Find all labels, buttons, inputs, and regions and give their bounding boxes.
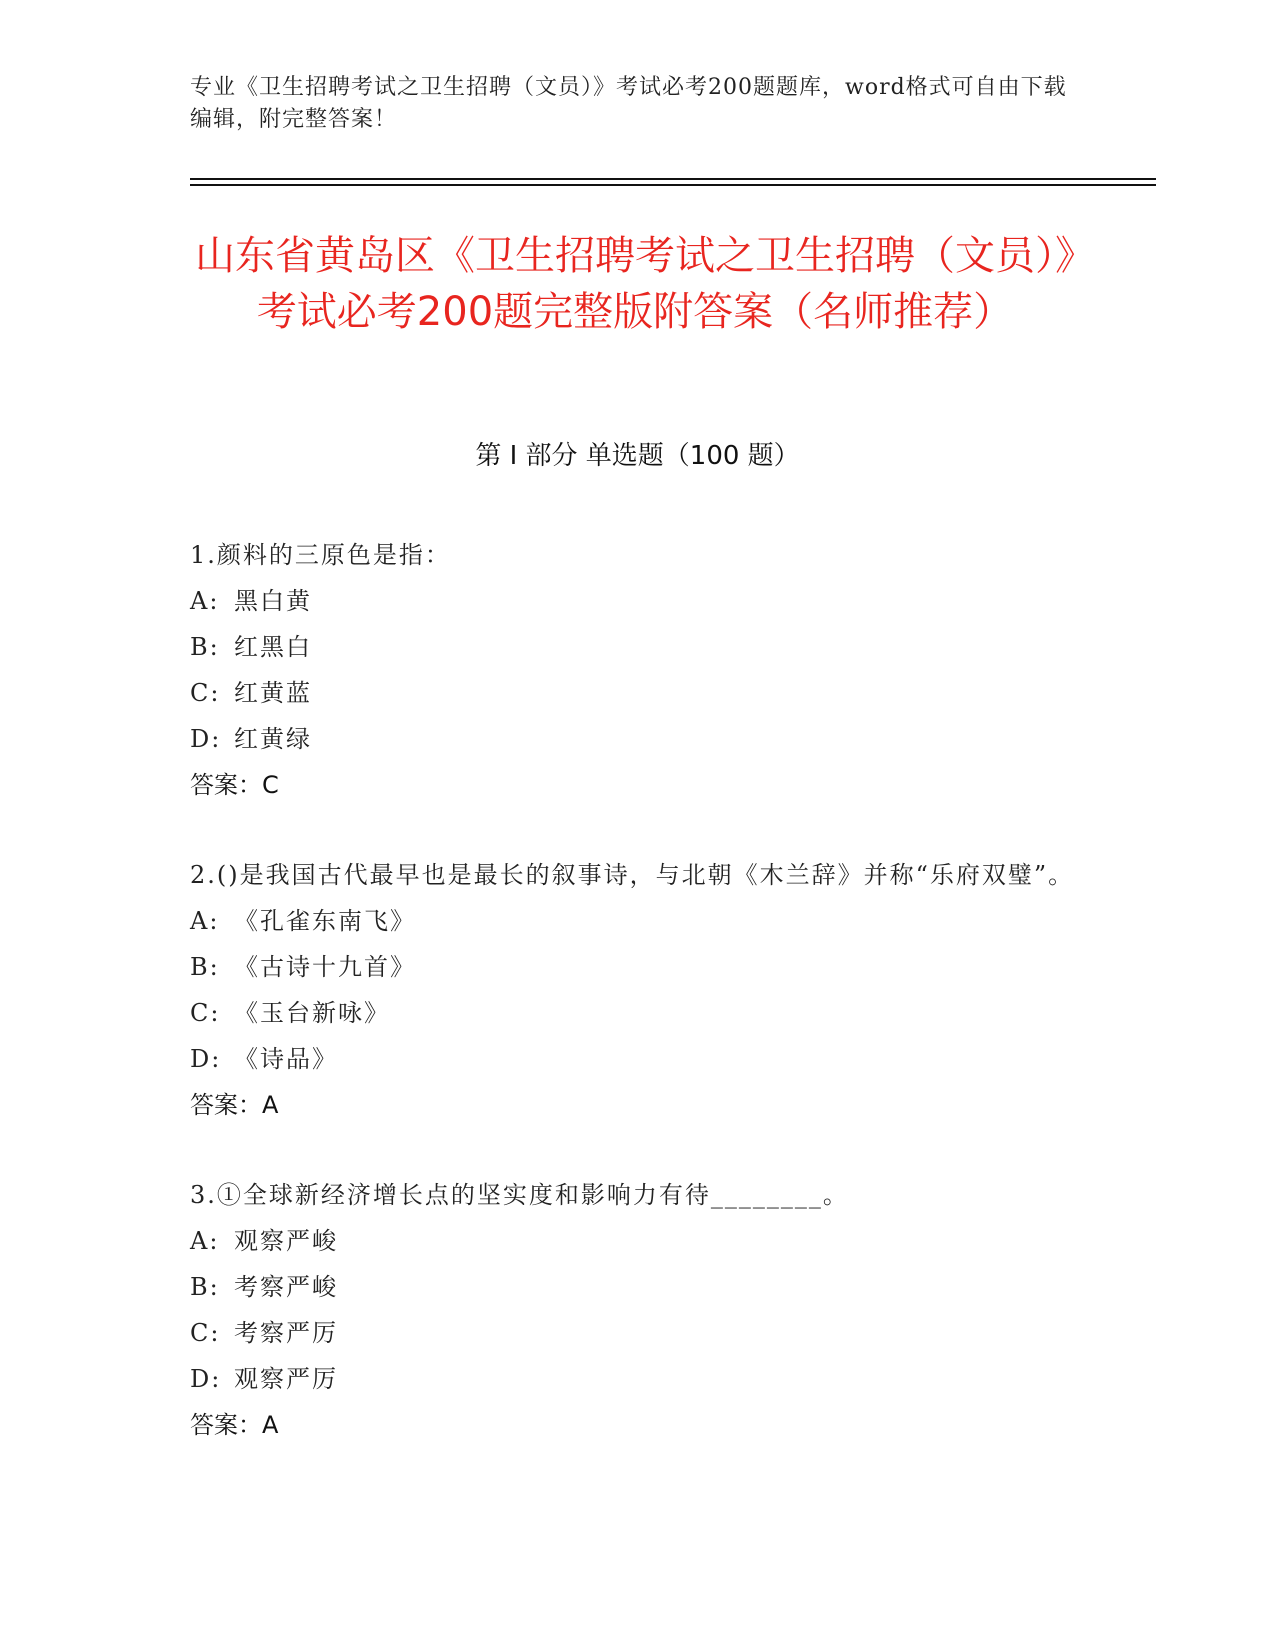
option-text: 考察严厉 xyxy=(234,1319,338,1347)
option-text: 红黄蓝 xyxy=(234,679,312,707)
option-b xyxy=(190,1264,1080,1310)
option-key: B: xyxy=(190,953,220,981)
option-text: 观察严峻 xyxy=(234,1227,338,1255)
option-b xyxy=(190,624,1080,670)
option-d xyxy=(190,1036,1080,1082)
question-2 xyxy=(190,852,1080,1128)
option-key: B: xyxy=(190,633,220,661)
option-text: 红黑白 xyxy=(234,633,312,661)
option-a xyxy=(190,1218,1080,1264)
option-key: A: xyxy=(190,907,220,935)
option-key: A: xyxy=(190,587,220,615)
option-key: D: xyxy=(190,1365,222,1393)
question-list xyxy=(190,532,1080,1492)
option-key: C: xyxy=(190,1319,221,1347)
option-key: D: xyxy=(190,725,222,753)
answer-line: 答案：A xyxy=(190,1091,279,1119)
question-stem: 2.()是我国古代最早也是最长的叙事诗，与北朝《木兰辞》并称“乐府双璧”。 xyxy=(190,861,1075,889)
option-b xyxy=(190,944,1080,990)
option-key: B: xyxy=(190,1273,220,1301)
header-divider-top xyxy=(190,178,1156,180)
question-stem: 1.颜料的三原色是指： xyxy=(190,541,451,569)
section-heading: 第 I 部分 单选题（100 题） xyxy=(475,441,800,471)
option-key: D: xyxy=(190,1045,222,1073)
option-c xyxy=(190,1310,1080,1356)
option-a xyxy=(190,578,1080,624)
option-d xyxy=(190,1356,1080,1402)
option-text: 红黄绿 xyxy=(234,725,312,753)
option-text: 观察严厉 xyxy=(234,1365,338,1393)
header-divider-bottom xyxy=(190,184,1156,186)
option-key: C: xyxy=(190,999,221,1027)
option-text: 黑白黄 xyxy=(234,587,312,615)
document-title: 山东省黄岛区《卫生招聘考试之卫生招聘（文员）》考试必考200题完整版附答案（名师推荐） xyxy=(195,233,1075,335)
answer-line: 答案：A xyxy=(190,1411,279,1439)
option-text: 《古诗十九首》 xyxy=(234,953,416,981)
option-c xyxy=(190,670,1080,716)
option-key: A: xyxy=(190,1227,220,1255)
option-key: C: xyxy=(190,679,221,707)
option-text: 《玉台新咏》 xyxy=(234,999,390,1027)
option-text: 考察严峻 xyxy=(234,1273,338,1301)
option-c xyxy=(190,990,1080,1036)
question-1 xyxy=(190,532,1080,808)
option-d xyxy=(190,716,1080,762)
option-text: 《孔雀东南飞》 xyxy=(234,907,416,935)
header-note: 专业《卫生招聘考试之卫生招聘（文员）》考试必考200题题库，word格式可自由下载编辑，附完整答案！ xyxy=(190,75,1067,132)
question-stem: 3.①全球新经济增长点的坚实度和影响力有待________。 xyxy=(190,1181,849,1209)
option-a xyxy=(190,898,1080,944)
option-text: 《诗品》 xyxy=(234,1045,338,1073)
question-3 xyxy=(190,1172,1080,1448)
answer-line: 答案：C xyxy=(190,771,279,799)
